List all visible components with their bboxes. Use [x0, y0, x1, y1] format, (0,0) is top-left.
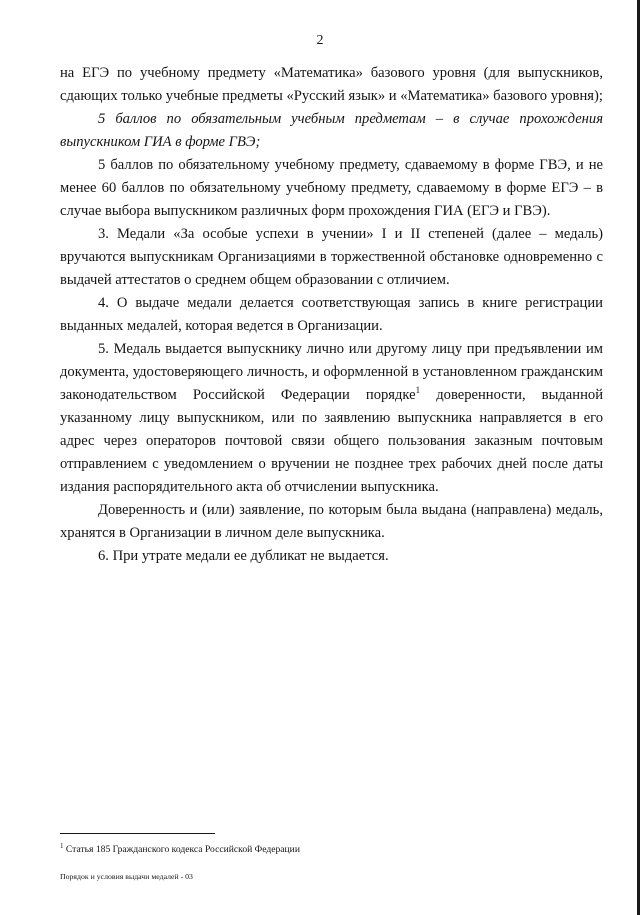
page-footer: Порядок и условия выдачи медалей - 03 — [60, 872, 193, 881]
paragraph-item-5-part-2: доверенности, выданной указанному лицу выпускником, или по заявлению выпускника направляется в его адрес через операторов почтовой связи общего пользования заказным почтовым отправлением с уведомлением о вручении не позднее трех рабочих дней после даты издания распорядительного акта об отчислении выпускника. — [60, 387, 604, 495]
footnote-marker: 1 — [60, 842, 64, 850]
paragraph-item-3: 3. Медали «За особые успехи в учении» I и II степеней (далее – медаль) вручаются выпускникам Организациями в торжественной обстановке одновременно с выдачей аттестатов о среднем общем образовании с отличием. — [60, 226, 603, 288]
paragraph-gve-points: 5 баллов по обязательным учебным предметам – в случае прохождения выпускником ГИА в форме ГВЭ; — [60, 111, 603, 150]
paragraph-power-of-attorney: Доверенность и (или) заявление, по которым была выдана (направлена) медаль, хранятся в Организации в личном деле выпускника. — [60, 502, 603, 541]
document-body — [60, 62, 603, 568]
footnote — [60, 840, 300, 856]
footnote-reference[interactable]: 1 — [415, 385, 421, 396]
footnote-divider — [60, 833, 215, 834]
paragraph-item-4: 4. О выдаче медали делается соответствующая запись в книге регистрации выданных медалей, которая ведется в Организации. — [60, 295, 603, 334]
paragraph-item-5-part-1: 5. Медаль выдается выпускнику лично или другому лицу при предъявлении им документа, удостоверяющего личность, и оформленной в установленном гражданским законодательством Российской Федерации порядке — [60, 341, 603, 403]
paragraph-continuation: на ЕГЭ по учебному предмету «Математика» базового уровня (для выпускников, сдающих только учебные предметы «Русский язык» и «Математика» базового уровня); — [60, 65, 603, 104]
page-number: 2 — [316, 33, 324, 48]
footnote-text: Статья 185 Гражданского кодекса Российской Федерации — [63, 844, 300, 856]
paragraph-mixed-forms: 5 баллов по обязательному учебному предмету, сдаваемому в форме ГВЭ, и не менее 60 баллов по обязательному учебному предмету, сдаваемому в форме ЕГЭ – в случае выбора выпускником различных форм прохождения ГИА (ЕГЭ и ГВЭ). — [60, 157, 603, 219]
paragraph-item-6: 6. При утрате медали ее дубликат не выдается. — [98, 548, 389, 564]
paragraph-item-5 — [60, 338, 603, 499]
